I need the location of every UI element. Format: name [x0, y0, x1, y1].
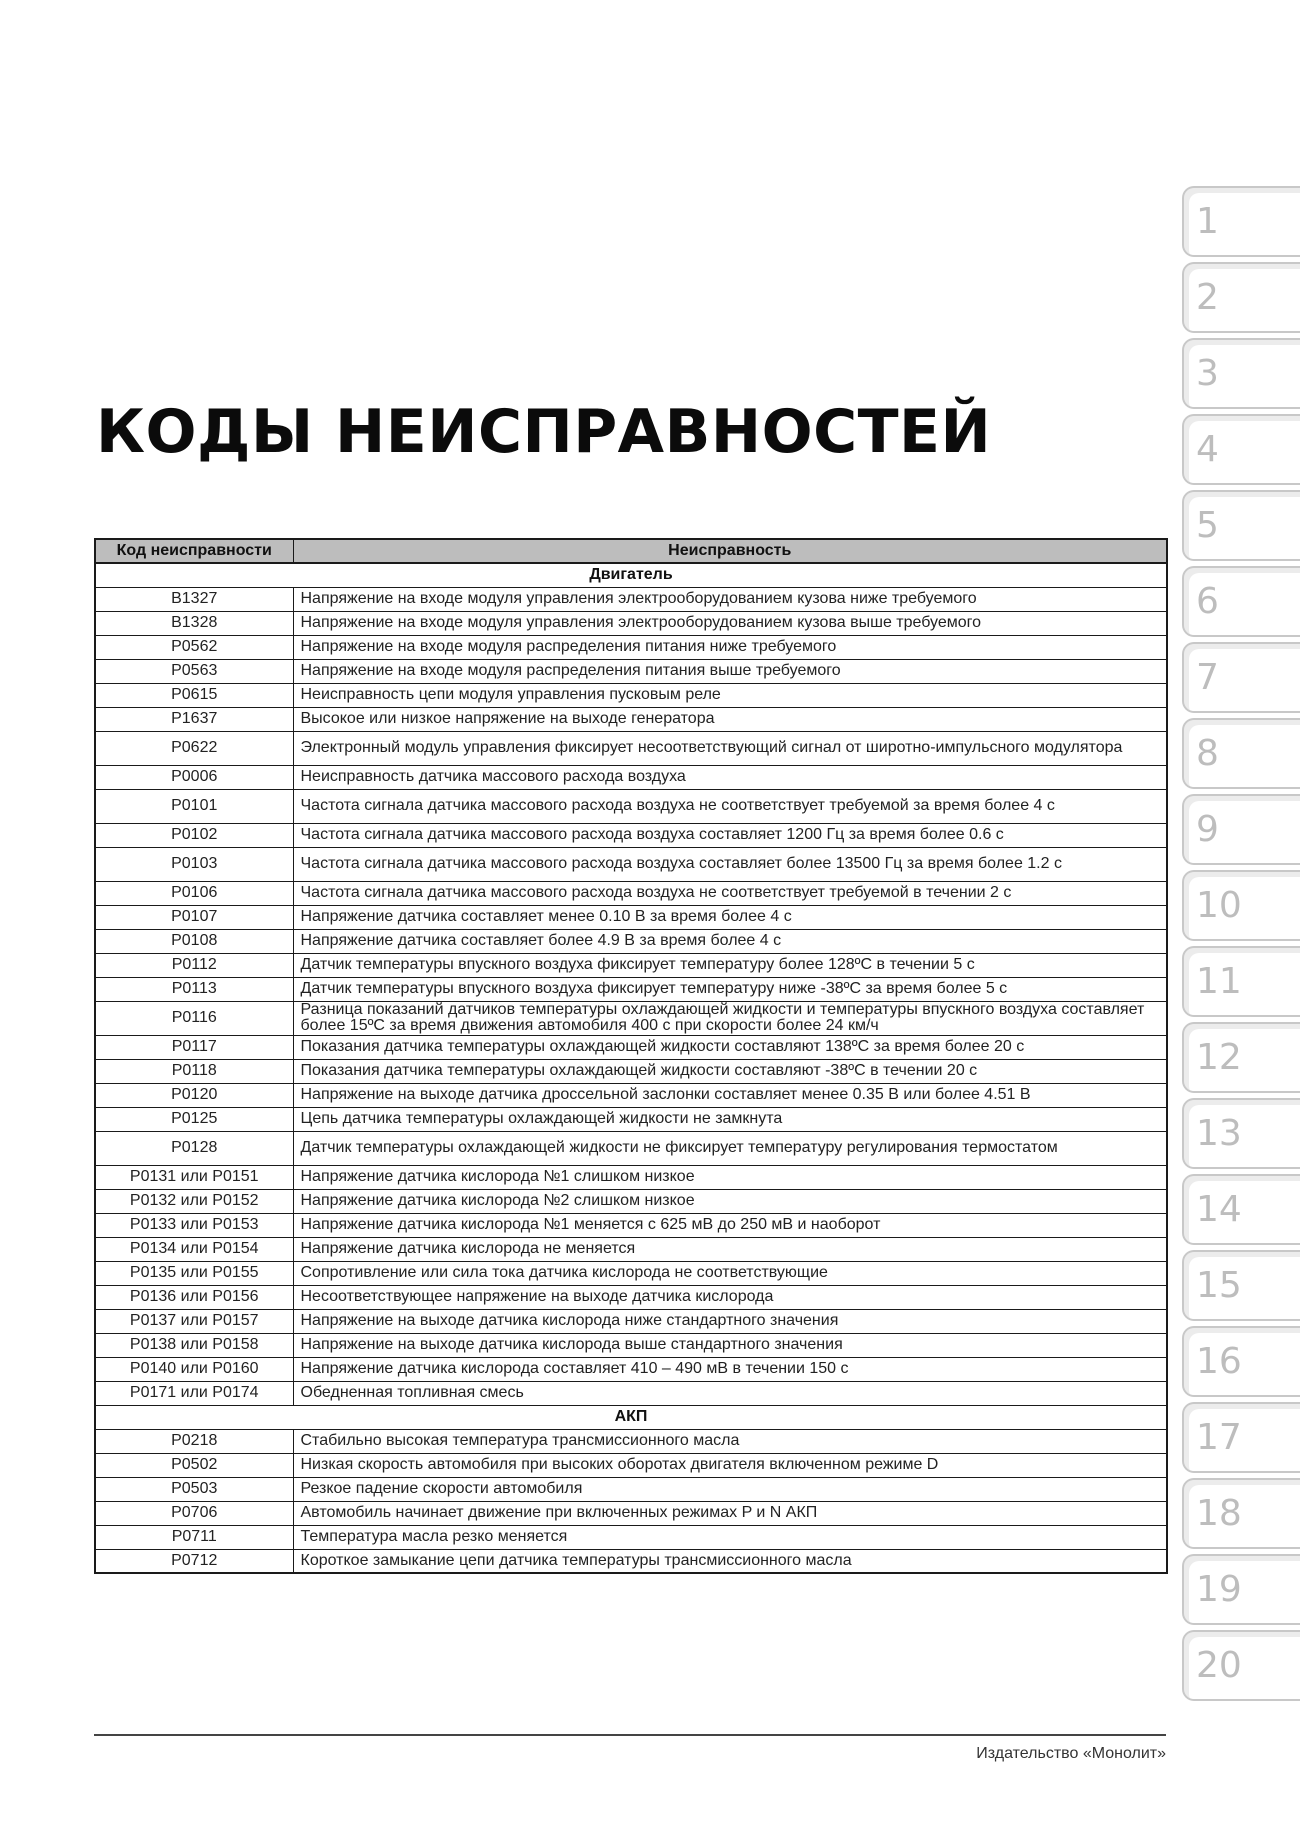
table-row	[95, 977, 1167, 1001]
table-row	[95, 1285, 1167, 1309]
chapter-tab[interactable]	[1182, 186, 1300, 257]
chapter-tab-number: 7	[1196, 657, 1219, 698]
fault-code-cell: P0706	[95, 1501, 293, 1525]
table-row	[95, 1309, 1167, 1333]
fault-code-cell: P0137 или P0157	[95, 1309, 293, 1333]
table-row	[95, 1237, 1167, 1261]
fault-description-cell: Датчик температуры впускного воздуха фиксирует температуру ниже -38ºС за время более 5 с	[293, 977, 1167, 1001]
table-row	[95, 1107, 1167, 1131]
publisher-name: Издательство «Монолит»	[976, 1745, 1166, 1762]
fault-description-cell: Частота сигнала датчика массового расхода воздуха составляет 1200 Гц за время более 0.6 с	[293, 823, 1167, 847]
table-row	[95, 1501, 1167, 1525]
chapter-tab[interactable]	[1182, 566, 1300, 637]
fault-description-cell: Напряжение датчика кислорода №1 слишком низкое	[293, 1165, 1167, 1189]
fault-code-cell: P0106	[95, 881, 293, 905]
chapter-tab[interactable]	[1182, 1250, 1300, 1321]
chapter-tab-number: 15	[1196, 1265, 1242, 1306]
fault-description-cell: Цепь датчика температуры охлаждающей жидкости не замкнута	[293, 1107, 1167, 1131]
table-row	[95, 1333, 1167, 1357]
chapter-tab-number: 20	[1196, 1645, 1242, 1686]
fault-code-cell: P0218	[95, 1429, 293, 1453]
chapter-tab-number: 12	[1196, 1037, 1242, 1078]
fault-description-cell: Частота сигнала датчика массового расхода воздуха составляет более 13500 Гц за время более 1.2 с	[293, 847, 1167, 881]
fault-code-cell: P0102	[95, 823, 293, 847]
fault-description-cell: Частота сигнала датчика массового расхода воздуха не соответствует требуемой в течении 2 с	[293, 881, 1167, 905]
fault-description-cell: Напряжение на входе модуля управления электрооборудованием кузова выше требуемого	[293, 611, 1167, 635]
chapter-tab[interactable]	[1182, 1174, 1300, 1245]
chapter-tab[interactable]	[1182, 1402, 1300, 1473]
table-row	[95, 847, 1167, 881]
fault-code-cell: P0615	[95, 683, 293, 707]
chapter-tab[interactable]	[1182, 1022, 1300, 1093]
fault-description-cell: Напряжение датчика кислорода составляет 410 – 490 мВ в течении 150 с	[293, 1357, 1167, 1381]
fault-description-cell: Неисправность датчика массового расхода воздуха	[293, 765, 1167, 789]
fault-code-cell: P0563	[95, 659, 293, 683]
fault-code-cell: P1637	[95, 707, 293, 731]
fault-code-cell: P0622	[95, 731, 293, 765]
fault-code-cell: P0107	[95, 905, 293, 929]
chapter-tab-number: 2	[1196, 277, 1219, 318]
fault-description-cell: Электронный модуль управления фиксирует несоответствующий сигнал от широтно-импульсного модулятора	[293, 731, 1167, 765]
table-row	[95, 823, 1167, 847]
fault-description-cell: Напряжение на входе модуля распределения питания выше требуемого	[293, 659, 1167, 683]
fault-code-cell: B1328	[95, 611, 293, 635]
fault-code-cell: P0113	[95, 977, 293, 1001]
fault-code-cell: P0562	[95, 635, 293, 659]
table-row	[95, 905, 1167, 929]
fault-description-cell: Автомобиль начинает движение при включенных режимах P и N АКП	[293, 1501, 1167, 1525]
chapter-tab[interactable]	[1182, 262, 1300, 333]
table-row	[95, 1083, 1167, 1107]
chapter-tab[interactable]	[1182, 1554, 1300, 1625]
fault-description-cell: Напряжение на входе модуля распределения питания ниже требуемого	[293, 635, 1167, 659]
fault-code-cell: P0108	[95, 929, 293, 953]
fault-code-cell: P0120	[95, 1083, 293, 1107]
fault-code-cell: P0112	[95, 953, 293, 977]
chapter-tab-number: 17	[1196, 1417, 1242, 1458]
fault-description-cell: Напряжение датчика составляет более 4.9 В за время более 4 с	[293, 929, 1167, 953]
table-row	[95, 611, 1167, 635]
chapter-tab[interactable]	[1182, 870, 1300, 941]
fault-code-cell: P0133 или P0153	[95, 1213, 293, 1237]
fault-code-cell: P0135 или P0155	[95, 1261, 293, 1285]
fault-code-cell: P0101	[95, 789, 293, 823]
fault-description-cell: Показания датчика температуры охлаждающей жидкости составляют -38ºС в течении 20 с	[293, 1059, 1167, 1083]
fault-code-cell: P0712	[95, 1549, 293, 1573]
table-row	[95, 1477, 1167, 1501]
chapter-tab-number: 6	[1196, 581, 1219, 622]
table-row	[95, 881, 1167, 905]
fault-description-cell: Напряжение на выходе датчика кислорода выше стандартного значения	[293, 1333, 1167, 1357]
table-row	[95, 1549, 1167, 1573]
fault-code-cell: P0118	[95, 1059, 293, 1083]
fault-code-cell: P0171 или P0174	[95, 1381, 293, 1405]
fault-description-cell: Датчик температуры охлаждающей жидкости не фиксирует температуру регулирования термостатом	[293, 1131, 1167, 1165]
chapter-tab-number: 5	[1196, 505, 1219, 546]
table-row	[95, 1189, 1167, 1213]
chapter-tab[interactable]	[1182, 642, 1300, 713]
fault-code-cell: P0117	[95, 1035, 293, 1059]
fault-description-cell: Разница показаний датчиков температуры охлаждающей жидкости и температуры впускного воздуха составляет более 15ºС за время движения автомобиля 400 с при скорости более 24 км/ч	[293, 1001, 1167, 1035]
fault-description-cell: Напряжение датчика кислорода №1 меняется с 625 мВ до 250 мВ и наоборот	[293, 1213, 1167, 1237]
fault-code-cell: P0128	[95, 1131, 293, 1165]
fault-description-cell: Частота сигнала датчика массового расхода воздуха не соответствует требуемой за время более 4 с	[293, 789, 1167, 823]
fault-code-cell: P0503	[95, 1477, 293, 1501]
fault-description-cell: Высокое или низкое напряжение на выходе генератора	[293, 707, 1167, 731]
table-row	[95, 587, 1167, 611]
fault-description-cell: Напряжение датчика составляет менее 0.10 В за время более 4 с	[293, 905, 1167, 929]
chapter-tab-number: 1	[1196, 201, 1219, 242]
table-row	[95, 707, 1167, 731]
chapter-tab-number: 14	[1196, 1189, 1242, 1230]
chapter-tab[interactable]	[1182, 490, 1300, 561]
chapter-tab[interactable]	[1182, 946, 1300, 1017]
fault-description-cell: Неисправность цепи модуля управления пусковым реле	[293, 683, 1167, 707]
fault-code-cell: P0103	[95, 847, 293, 881]
chapter-tab[interactable]	[1182, 794, 1300, 865]
fault-description-cell: Напряжение на входе модуля управления электрооборудованием кузова ниже требуемого	[293, 587, 1167, 611]
chapter-tab-number: 3	[1196, 353, 1219, 394]
table-row	[95, 1131, 1167, 1165]
chapter-tab-number: 11	[1196, 961, 1242, 1002]
code-column-header: Код неисправности	[95, 539, 293, 563]
table-row	[95, 765, 1167, 789]
table-row	[95, 731, 1167, 765]
table-row	[95, 659, 1167, 683]
chapter-tab[interactable]	[1182, 1630, 1300, 1701]
fault-description-cell: Напряжение на выходе датчика дроссельной заслонки составляет менее 0.35 В или более 4.51 В	[293, 1083, 1167, 1107]
chapter-tab-number: 13	[1196, 1113, 1242, 1154]
chapter-tab-number: 10	[1196, 885, 1242, 926]
fault-description-cell: Обедненная топливная смесь	[293, 1381, 1167, 1405]
chapter-tab-number: 9	[1196, 809, 1219, 850]
page-title: КОДЫ НЕИСПРАВНОСТЕЙ	[96, 397, 992, 467]
fault-column-header: Неисправность	[293, 539, 1167, 563]
table-header-row	[95, 539, 1167, 563]
fault-description-cell: Резкое падение скорости автомобиля	[293, 1477, 1167, 1501]
table-row	[95, 953, 1167, 977]
table-row	[95, 1059, 1167, 1083]
table-row	[95, 1525, 1167, 1549]
chapter-tab[interactable]	[1182, 1326, 1300, 1397]
fault-code-cell: P0125	[95, 1107, 293, 1131]
table-row	[95, 635, 1167, 659]
table-row	[95, 683, 1167, 707]
fault-description-cell: Датчик температуры впускного воздуха фиксирует температуру более 128ºС в течении 5 с	[293, 953, 1167, 977]
chapter-tab[interactable]	[1182, 718, 1300, 789]
fault-code-cell: P0116	[95, 1001, 293, 1035]
fault-code-cell: P0131 или P0151	[95, 1165, 293, 1189]
table-row	[95, 1213, 1167, 1237]
table-row	[95, 1261, 1167, 1285]
chapter-tab[interactable]	[1182, 414, 1300, 485]
fault-description-cell: Несоответствующее напряжение на выходе датчика кислорода	[293, 1285, 1167, 1309]
fault-description-cell: Напряжение датчика кислорода не меняется	[293, 1237, 1167, 1261]
fault-code-cell: P0134 или P0154	[95, 1237, 293, 1261]
chapter-tab-number: 19	[1196, 1569, 1242, 1610]
fault-code-cell: P0138 или P0158	[95, 1333, 293, 1357]
table-row	[95, 929, 1167, 953]
table-row	[95, 1453, 1167, 1477]
chapter-tab[interactable]	[1182, 1098, 1300, 1169]
footer-divider	[94, 1734, 1166, 1736]
fault-description-cell: Короткое замыкание цепи датчика температуры трансмиссионного масла	[293, 1549, 1167, 1573]
section-row	[95, 1405, 1167, 1429]
section-row	[95, 563, 1167, 587]
fault-description-cell: Низкая скорость автомобиля при высоких оборотах двигателя включенном режиме D	[293, 1453, 1167, 1477]
table-row	[95, 1429, 1167, 1453]
fault-description-cell: Стабильно высокая температура трансмиссионного масла	[293, 1429, 1167, 1453]
section-title: АКП	[95, 1405, 1167, 1429]
table-row	[95, 1035, 1167, 1059]
fault-code-cell: P0140 или P0160	[95, 1357, 293, 1381]
fault-description-cell: Показания датчика температуры охлаждающей жидкости составляют 138ºС за время более 20 с	[293, 1035, 1167, 1059]
fault-code-cell: P0502	[95, 1453, 293, 1477]
table-row	[95, 1357, 1167, 1381]
chapter-tab[interactable]	[1182, 1478, 1300, 1549]
table-row	[95, 1001, 1167, 1035]
chapter-tab-number: 4	[1196, 429, 1219, 470]
fault-description-cell: Напряжение на выходе датчика кислорода ниже стандартного значения	[293, 1309, 1167, 1333]
chapter-tab[interactable]	[1182, 338, 1300, 409]
table-row	[95, 1165, 1167, 1189]
table-body	[95, 563, 1167, 1573]
fault-code-cell: P0132 или P0152	[95, 1189, 293, 1213]
fault-code-cell: P0006	[95, 765, 293, 789]
fault-description-cell: Напряжение датчика кислорода №2 слишком низкое	[293, 1189, 1167, 1213]
fault-description-cell: Температура масла резко меняется	[293, 1525, 1167, 1549]
table-row	[95, 789, 1167, 823]
chapter-tab-number: 16	[1196, 1341, 1242, 1382]
fault-code-cell: P0711	[95, 1525, 293, 1549]
chapter-tab-number: 8	[1196, 733, 1219, 774]
table-row	[95, 1381, 1167, 1405]
fault-code-cell: B1327	[95, 587, 293, 611]
fault-code-cell: P0136 или P0156	[95, 1285, 293, 1309]
fault-codes-table	[94, 538, 1168, 1574]
chapter-tabs	[1182, 186, 1300, 1706]
chapter-tab-number: 18	[1196, 1493, 1242, 1534]
section-title: Двигатель	[95, 563, 1167, 587]
fault-description-cell: Сопротивление или сила тока датчика кислорода не соответствующие	[293, 1261, 1167, 1285]
